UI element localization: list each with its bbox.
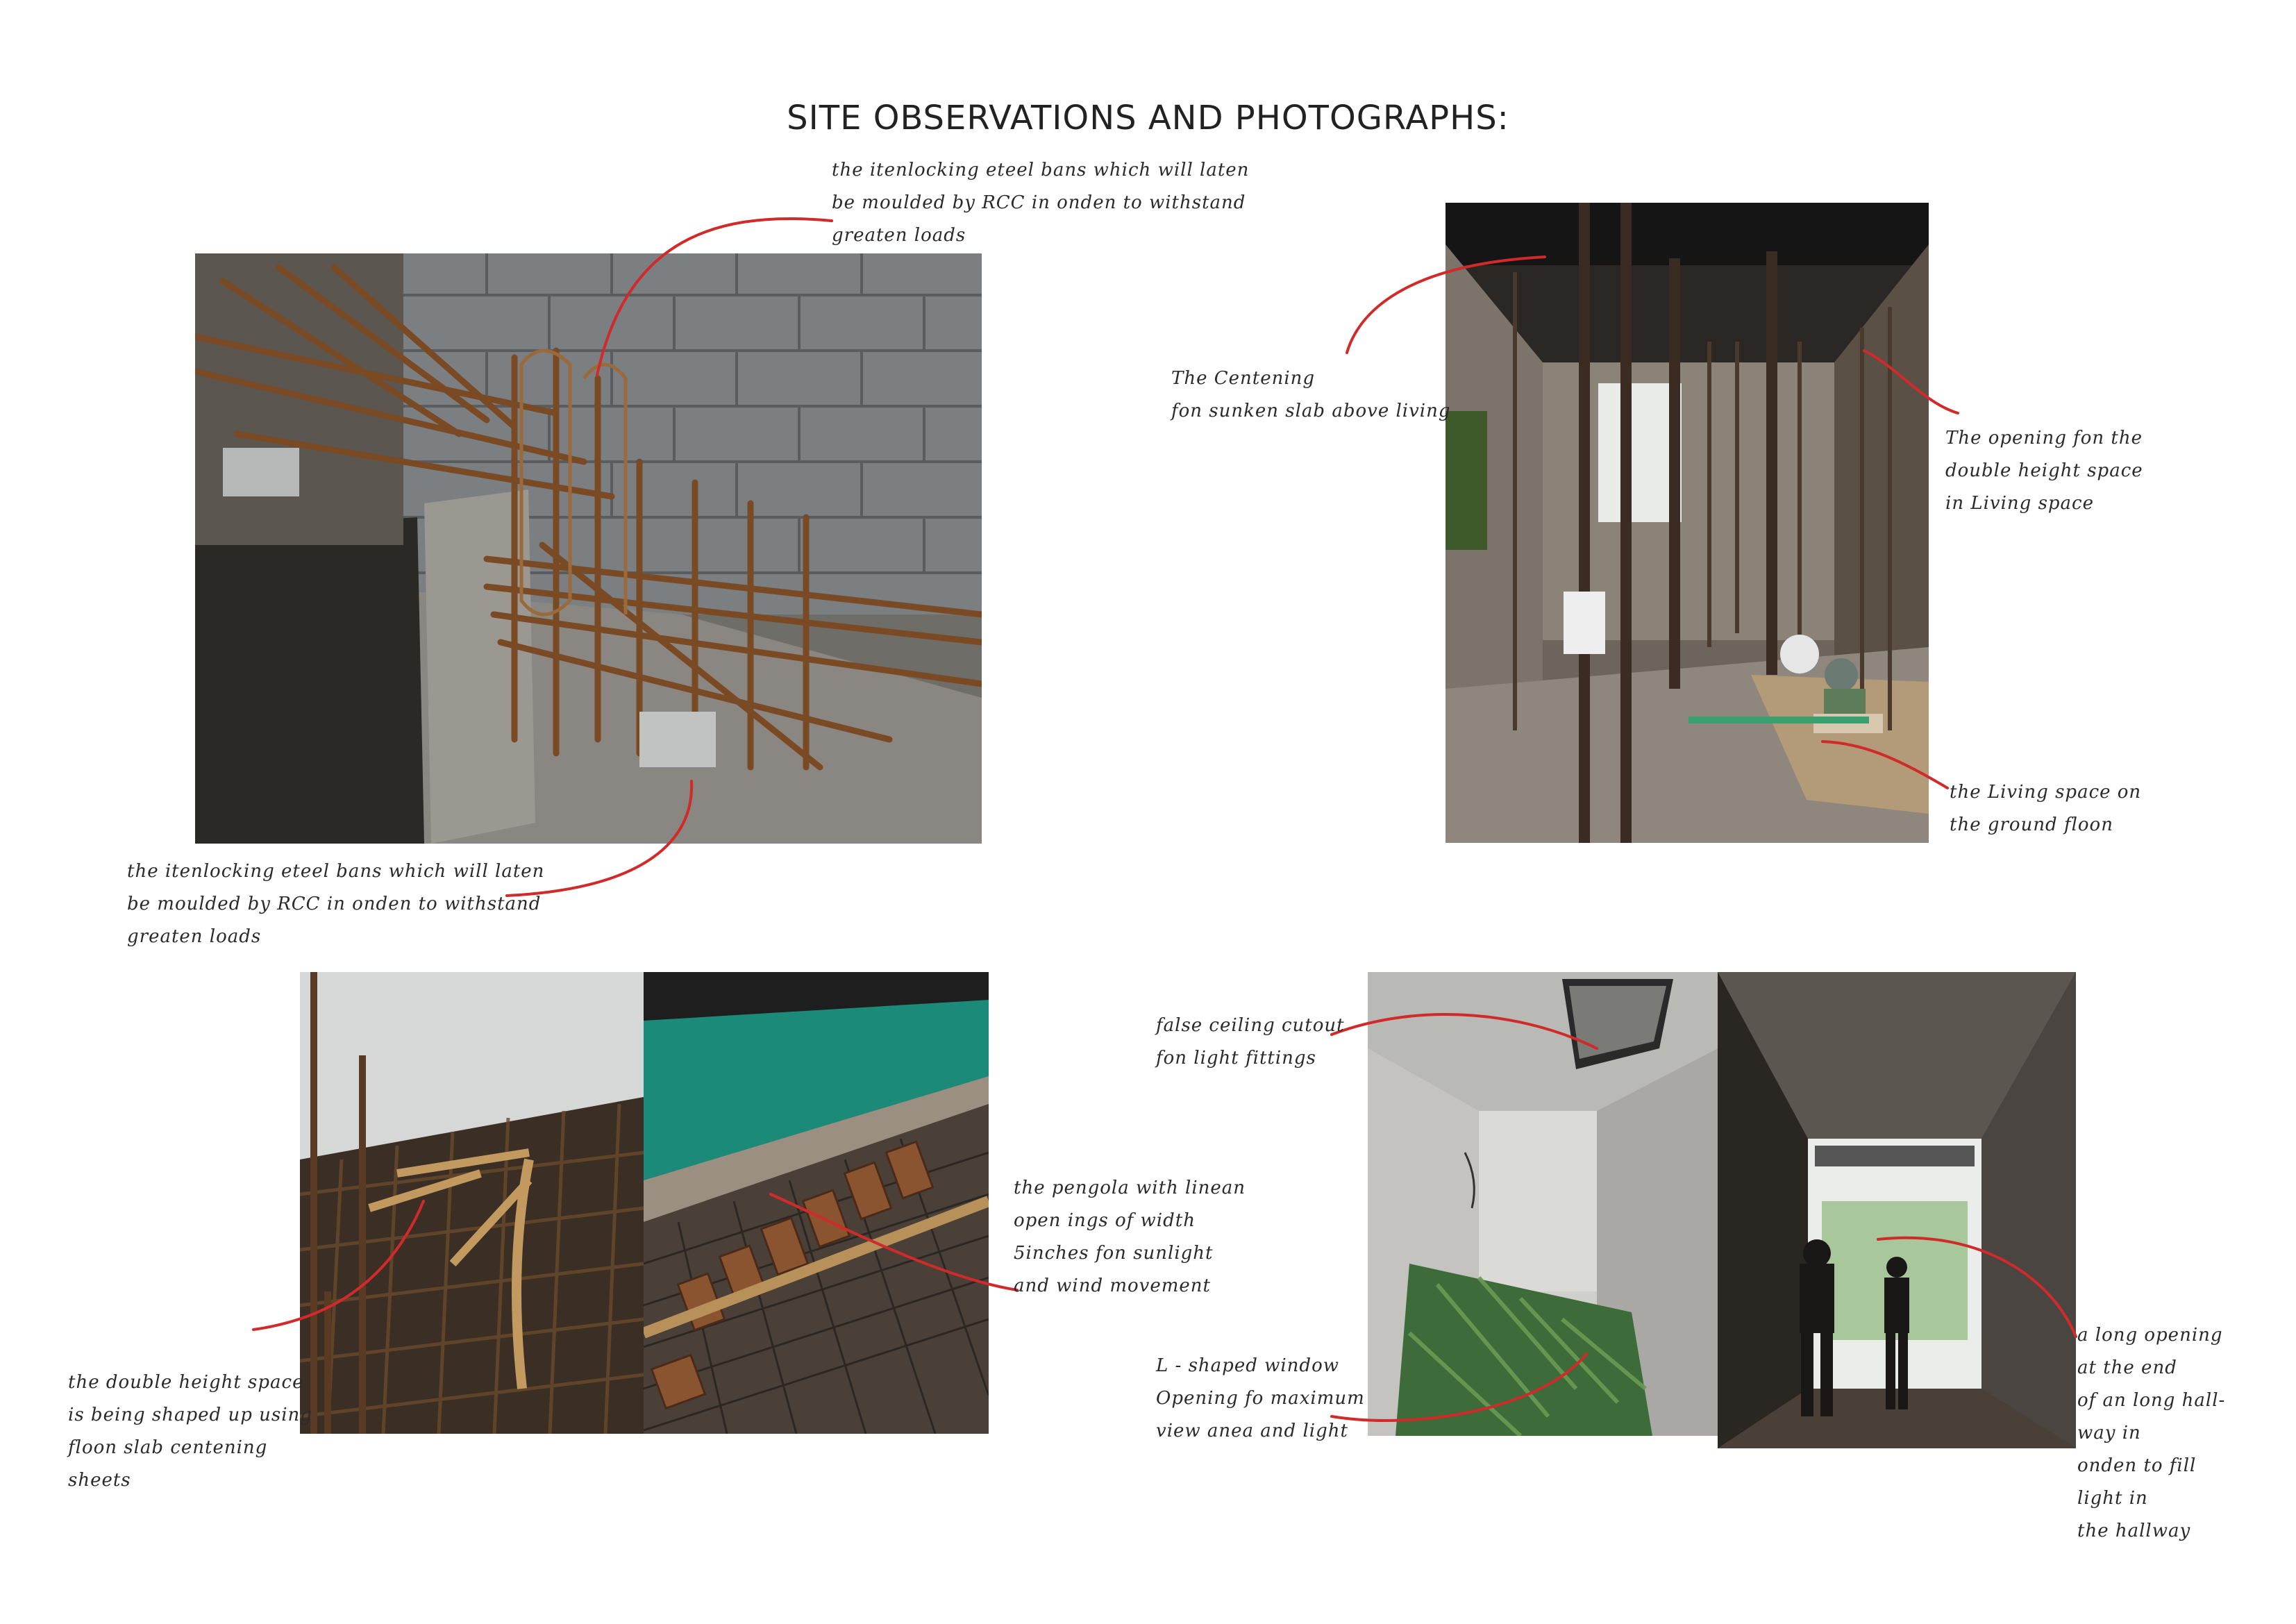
- note-long-opening-line-2: at the end: [2077, 1357, 2177, 1378]
- note-pergola: [1014, 1172, 1246, 1303]
- note-pergola-line-2: open ings of width: [1014, 1210, 1196, 1231]
- note-rebar-bottom-line-2: be moulded by RCC in onden to withstand: [127, 894, 542, 914]
- note-long-opening-line-1: a long opening: [2077, 1325, 2223, 1346]
- note-double-height-line-2: is being shaped up using: [68, 1405, 312, 1425]
- note-living: [1950, 776, 2141, 842]
- photo-centering-living: [1446, 203, 1929, 843]
- note-opening: [1945, 422, 2143, 520]
- pergola-image: [644, 972, 989, 1434]
- note-opening-line-3: in Living space: [1945, 493, 2094, 514]
- centering-living-image: [1446, 203, 1929, 843]
- note-rebar-top-line-3: greaten loads: [832, 225, 966, 246]
- rebar-cage-image: [195, 253, 982, 844]
- note-l-window-line-3: view anea and light: [1156, 1421, 1348, 1441]
- note-rebar-top-line-2: be moulded by RCC in onden to withstand: [832, 192, 1246, 213]
- note-centering: [1171, 362, 1451, 428]
- photo-false-ceiling-window: [1368, 972, 1718, 1436]
- note-false-ceiling-line-2: fon light fittings: [1156, 1048, 1316, 1069]
- note-false-ceiling: [1156, 1010, 1345, 1075]
- note-living-line-1: the Living space on: [1950, 782, 2142, 803]
- photo-double-height-slab: [300, 972, 644, 1434]
- note-rebar-bottom-line-3: greaten loads: [127, 926, 262, 947]
- note-l-window-line-2: Opening fo maximum: [1156, 1388, 1365, 1409]
- note-opening-line-2: double height space: [1945, 460, 2143, 481]
- note-long-opening: [2077, 1319, 2225, 1548]
- note-long-opening-line-5: onden to fill: [2077, 1455, 2197, 1476]
- false-ceiling-window-image: [1368, 972, 1718, 1436]
- note-living-line-2: the ground floon: [1950, 814, 2113, 835]
- note-double-height-line-3: floon slab centening: [68, 1437, 268, 1458]
- long-hallway-image: [1718, 972, 2076, 1448]
- note-long-opening-line-6: light in: [2077, 1488, 2148, 1509]
- note-long-opening-line-4: way in: [2077, 1423, 2141, 1443]
- note-double-height-line-1: the double height space: [68, 1372, 304, 1393]
- double-height-slab-image: [300, 972, 644, 1434]
- note-long-opening-line-3: of an long hall-: [2077, 1390, 2226, 1411]
- note-double-height: [68, 1366, 312, 1497]
- note-rebar-top: [832, 154, 1249, 252]
- note-centering-line-2: fon sunken slab above living: [1171, 401, 1451, 421]
- note-rebar-bottom: [127, 855, 544, 953]
- page-title: SITE OBSERVATIONS AND PHOTOGRAPHS:: [787, 99, 1509, 138]
- note-pergola-line-3: 5inches fon sunlight: [1014, 1243, 1214, 1264]
- note-false-ceiling-line-1: false ceiling cutout: [1156, 1015, 1345, 1036]
- photo-pergola: [644, 972, 989, 1434]
- note-l-window-line-1: L - shaped window: [1156, 1355, 1339, 1376]
- photo-long-hallway: [1718, 972, 2076, 1448]
- note-rebar-top-line-1: the itenlocking eteel bans which will laten: [832, 160, 1250, 181]
- note-pergola-line-1: the pengola with linean: [1014, 1178, 1246, 1198]
- note-double-height-line-4: sheets: [68, 1470, 131, 1491]
- photo-rebar-cage: [195, 253, 982, 844]
- note-long-opening-line-7: the hallway: [2077, 1521, 2191, 1541]
- note-centering-line-1: The Centening: [1171, 368, 1316, 389]
- note-l-window: [1156, 1350, 1365, 1448]
- note-rebar-bottom-line-1: the itenlocking eteel bans which will laten: [127, 861, 545, 882]
- note-pergola-line-4: and wind movement: [1014, 1275, 1211, 1296]
- note-opening-line-1: The opening fon the: [1945, 428, 2143, 449]
